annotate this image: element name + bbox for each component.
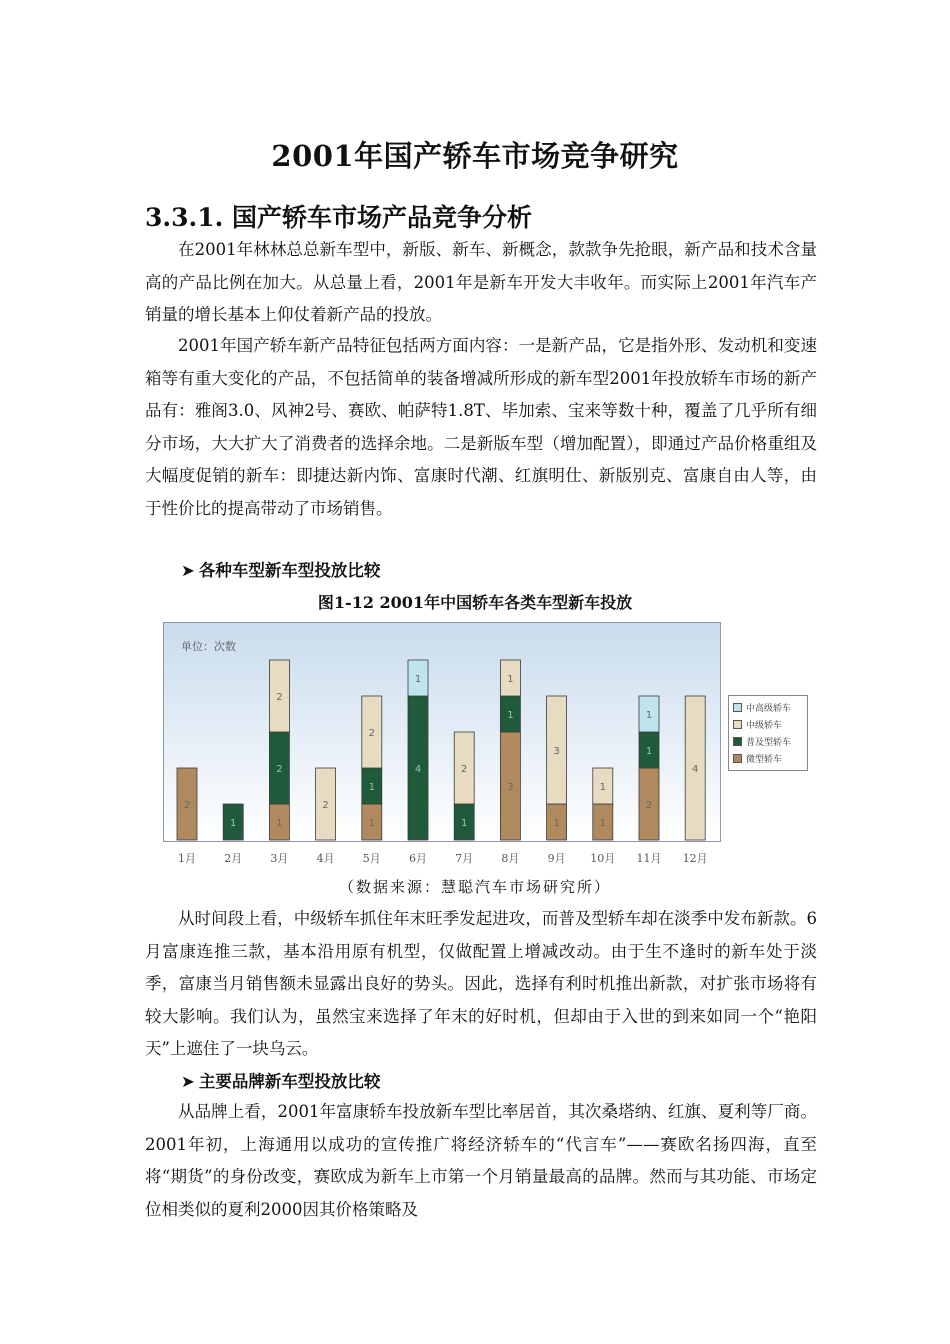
bullet-heading-1 [181, 557, 380, 581]
bullet-text-2: 主要品牌新车型投放比较 [198, 1072, 381, 1091]
x-tick-label: 12月 [682, 852, 708, 865]
bar-value-label: 2 [276, 692, 283, 703]
x-tick-label: 10月 [590, 852, 616, 865]
legend-entry [733, 716, 803, 733]
x-tick-label: 1月 [178, 852, 196, 865]
paragraph-2: 2001年国产轿车新产品特征包括两方面内容：一是新产品，它是指外形、发动机和变速箱等有重大变化的产品，不包括简单的装备增减所形成的新车型2001年投放轿车市场的新产品有：雅阁3.0、风神2号、赛欧、帕萨特1.8T、毕加索、宝来等数十种，覆盖了几乎所有细分市场，大大扩大了消费者的选择余地。二是新版车型（增加配置），即通过产品价格重组及大幅度促销的新车：即捷达新内饰、富康时代潮、红旗明仕、新版别克、富康自由人等，由于性价比的提高带动了市场销售。 [145, 336, 817, 518]
bar-value-label: 1 [414, 674, 422, 685]
chart-x-axis-labels [163, 850, 721, 868]
bar-value-label: 4 [692, 764, 699, 775]
bar-value-label: 4 [414, 764, 422, 775]
x-tick-label: 9月 [547, 852, 566, 865]
legend-swatch [733, 703, 742, 712]
x-tick-label: 4月 [316, 852, 335, 865]
bar-value-label: 2 [461, 764, 468, 775]
bar-value-label: 1 [368, 818, 375, 829]
bar-value-label: 3 [553, 746, 560, 757]
legend-label: 微型轿车 [746, 755, 783, 765]
legend-entry [733, 699, 803, 716]
bar-value-label: 3 [507, 782, 514, 793]
figure-caption: 图1-12 2001年中国轿车各类车型新车投放 [317, 593, 633, 612]
arrow-bullet-icon: ➤ [181, 1072, 195, 1091]
bar-value-label: 1 [599, 818, 606, 829]
bar-value-label: 2 [322, 800, 329, 811]
x-tick-label: 3月 [270, 852, 289, 865]
bullet-text-1: 各种车型新车型投放比较 [198, 561, 381, 580]
bar-value-label: 1 [461, 818, 468, 829]
x-tick-label: 6月 [409, 852, 427, 865]
legend-label: 中级轿车 [746, 721, 783, 731]
legend-swatch [733, 720, 742, 729]
bar-value-label: 1 [599, 782, 606, 793]
chart-unit-label: 单位：次数 [181, 640, 236, 653]
x-tick-label: 7月 [455, 852, 474, 865]
bar-value-label: 1 [276, 818, 283, 829]
bar-value-label: 1 [645, 746, 653, 757]
bullet-heading-2 [181, 1068, 380, 1092]
x-tick-label: 2月 [224, 852, 243, 865]
arrow-bullet-icon: ➤ [181, 561, 195, 580]
section-heading: 3.3.1. 国产轿车市场产品竞争分析 [145, 203, 533, 232]
bar-value-label: 2 [645, 800, 653, 811]
legend-entry [733, 750, 803, 767]
legend-entry [733, 733, 803, 750]
bar-value-label: 1 [368, 782, 375, 793]
bar-value-label: 1 [507, 674, 514, 685]
stacked-bar-chart [163, 622, 721, 842]
x-tick-label: 5月 [362, 852, 381, 865]
paragraph-3: 从时间段上看，中级轿车抓住年末旺季发起进攻，而普及型轿车却在淡季中发布新款。6月富康连推三款，基本沿用原有机型，仅做配置上增减改动。由于生不逢时的新车处于淡季，富康当月销售额未显露出良好的势头。因此，选择有利时机推出新款，对扩张市场将有较大影响。我们认为，虽然宝来选择了年末的好时机，但却由于入世的到来如同一个“艳阳天”上遮住了一块乌云。 [145, 909, 817, 1058]
paragraph-1: 在2001年林林总总新车型中，新版、新车、新概念，款款争先抢眼，新产品和技术含量高的产品比例在加大。从总量上看，2001年是新车开发大丰收年。而实际上2001年汽车产销量的增长基本上仰仗着新产品的投放。 [145, 240, 817, 324]
x-tick-label: 11月 [636, 852, 662, 865]
data-source-note: （数据来源：慧聪汽车市场研究所） [338, 878, 611, 896]
legend-label: 普及型轿车 [746, 738, 792, 748]
bar-value-label: 1 [553, 818, 560, 829]
bar-value-label: 1 [230, 818, 237, 829]
bar-value-label: 2 [368, 728, 375, 739]
x-tick-label: 8月 [501, 852, 520, 865]
paragraph-4: 从品牌上看，2001年富康轿车投放新车型比率居首，其次桑塔纳、红旗、夏利等厂商。2001年初，上海通用以成功的宣传推广将经济轿车的“代言车”——赛欧名扬四海，直至将“期货”的身份改变，赛欧成为新车上市第一个月销量最高的品牌。然而与其功能、市场定位相类似的夏利2000因其价格策略及 [145, 1102, 817, 1219]
bar-value-label: 2 [183, 800, 191, 811]
bar-value-label: 1 [645, 710, 653, 721]
bar-value-label: 1 [507, 710, 514, 721]
chart-plot-area [164, 623, 721, 842]
legend-swatch [733, 737, 742, 746]
bar-value-label: 2 [276, 764, 283, 775]
chart-legend [728, 695, 808, 771]
legend-label: 中高级轿车 [746, 704, 792, 714]
document-title: 2001年国产轿车市场竞争研究 [271, 139, 679, 173]
legend-swatch [733, 754, 742, 763]
